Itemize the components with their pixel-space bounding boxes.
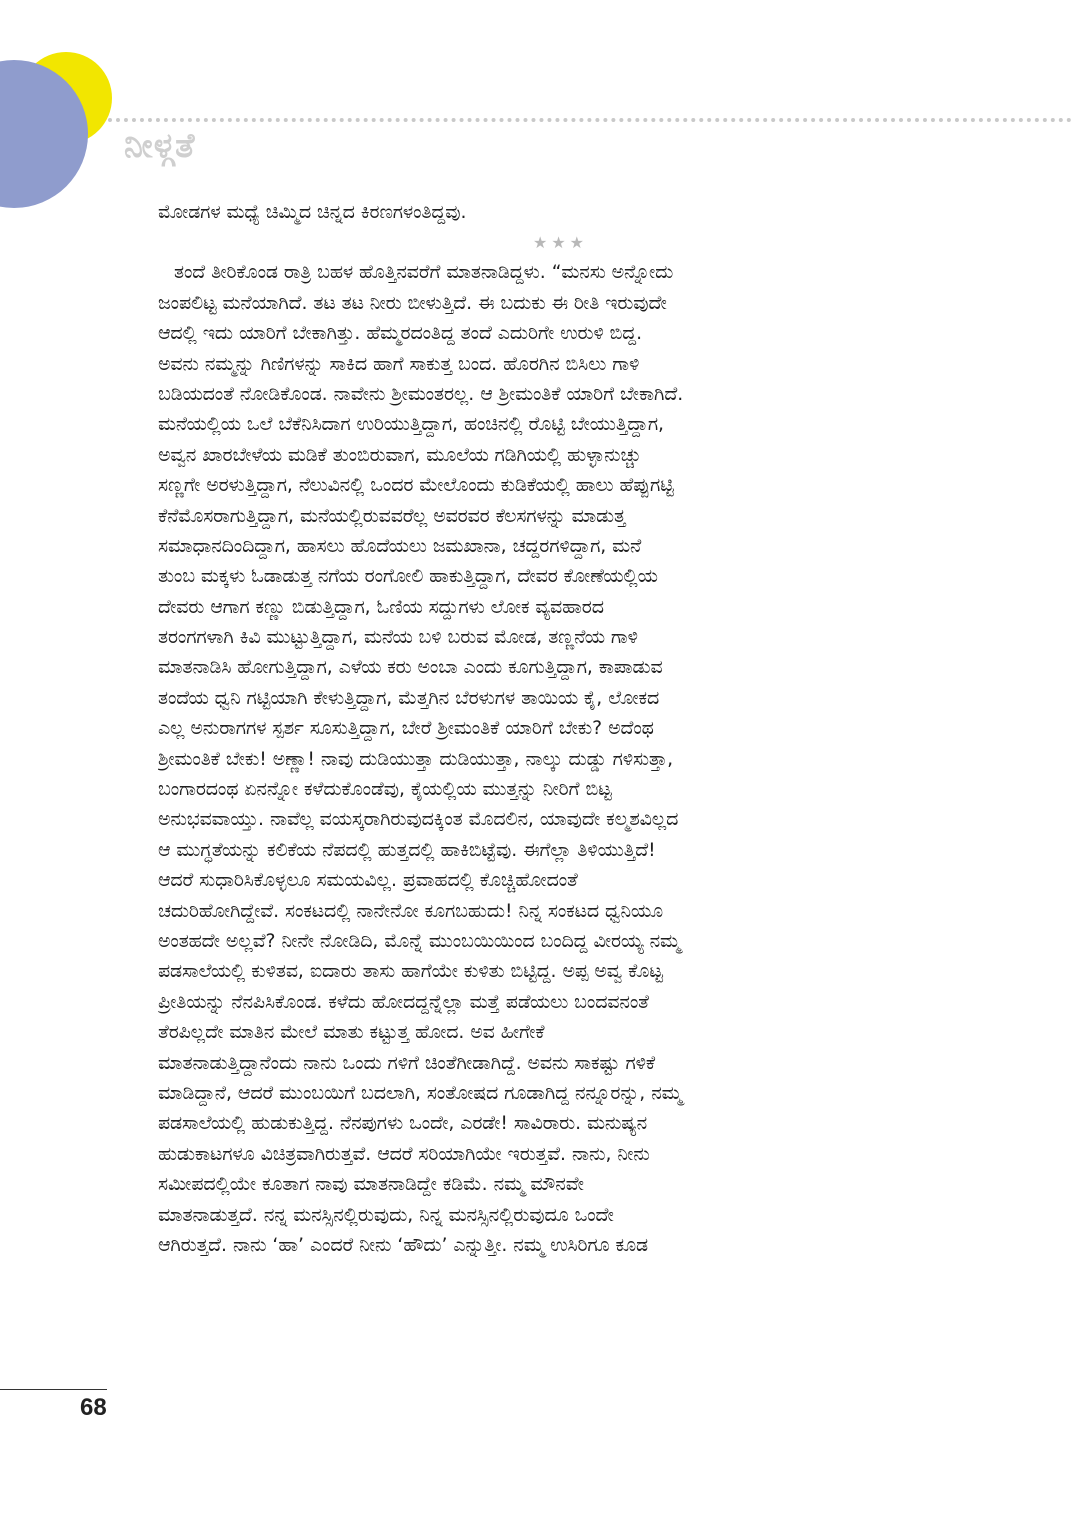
paragraph-line: ಮಾತನಾಡುತ್ತಿದ್ದಾನೆಂದು ನಾನು ಒಂದು ಗಳಿಗೆ ಚಿಂತೆಗೀಡಾಗಿದ್ದೆ. ಅವನು ಸಾಕಷ್ಟು ಗಳಿಕೆ xyxy=(158,1052,656,1074)
opening-line: ಮೋಡಗಳ ಮಧ್ಯೆ ಚಿಮ್ಮಿದ ಚಿನ್ನದ ಕಿರಣಗಳಂತಿದ್ದವು. xyxy=(158,202,467,223)
paragraph-line: ತಂದೆಯ ಧ್ವನಿ ಗಟ್ಟಿಯಾಗಿ ಕೇಳುತ್ತಿದ್ದಾಗ, ಮೆತ್ತಗಿನ ಬೆರಳುಗಳ ತಾಯಿಯ ಕೈ, ಲೋಕದ xyxy=(158,687,660,709)
paragraph-line: ಚದುರಿಹೋಗಿದ್ದೇವೆ. ಸಂಕಟದಲ್ಲಿ ನಾನೇನೋ ಕೂಗಬಹುದು! ನಿನ್ನ ಸಂಕಟದ ಧ್ವನಿಯೂ xyxy=(158,900,664,922)
paragraph-line: ಪಡಸಾಲೆಯಲ್ಲಿ ಕುಳಿತವ, ಐದಾರು ತಾಸು ಹಾಗೆಯೇ ಕುಳಿತು ಬಿಟ್ಟಿದ್ದ. ಅಪ್ಪ ಅವ್ವ ಕೊಟ್ಟ xyxy=(158,961,663,983)
paragraph-line: ಮಾಡಿದ್ದಾನೆ, ಆದರೆ ಮುಂಬಯಿಗೆ ಬದಲಾಗಿ, ಸಂತೋಷದ ಗೂಡಾಗಿದ್ದ ನನ್ನೂರನ್ನು, ನಮ್ಮ xyxy=(158,1082,683,1104)
paragraph-line: ಪ್ರೀತಿಯನ್ನು ನೆನಪಿಸಿಕೊಂಡ. ಕಳೆದು ಹೋದದ್ದನ್ನೆಲ್ಲಾ ಮತ್ತೆ ಪಡೆಯಲು ಬಂದವನಂತೆ xyxy=(158,991,649,1013)
paragraph-line: ಪಡಸಾಲೆಯಲ್ಲಿ ಹುಡುಕುತ್ತಿದ್ದ. ನೆನಪುಗಳು ಒಂದೇ, ಎರಡೇ! ಸಾವಿರಾರು. ಮನುಷ್ಯನ xyxy=(158,1113,648,1135)
paragraph-line: ಎಲ್ಲ ಅನುರಾಗಗಳ ಸ್ಪರ್ಶ ಸೂಸುತ್ತಿದ್ದಾಗ, ಬೇರೆ ಶ್ರೀಮಂತಿಕೆ ಯಾರಿಗೆ ಬೇಕು? ಅದೆಂಥ xyxy=(158,718,654,740)
dotted-header-rule xyxy=(108,118,1072,122)
paragraph-line: ತುಂಬ ಮಕ್ಕಳು ಓಡಾಡುತ್ತ ನಗೆಯ ರಂಗೋಲಿ ಹಾಕುತ್ತಿದ್ದಾಗ, ದೇವರ ಕೋಣೆಯಲ್ಲಿಯ xyxy=(158,566,658,588)
paragraph-line: ಅವ್ವನ ಖಾರಬೇಳೆಯ ಮಡಿಕೆ ತುಂಬಿರುವಾಗ, ಮೂಲೆಯ ಗಡಿಗಿಯಲ್ಲಿ ಹುಳ್ಳಾನುಚ್ಚು xyxy=(158,444,642,466)
paragraph-line: ಬಡಿಯದಂತೆ ನೋಡಿಕೊಂಡ. ನಾವೇನು ಶ್ರೀಮಂತರಲ್ಲ. ಆ ಶ್ರೀಮಂತಿಕೆ ಯಾರಿಗೆ ಬೇಕಾಗಿದೆ. xyxy=(158,383,684,405)
paragraph-line: ಸಮೀಪದಲ್ಲಿಯೇ ಕೂತಾಗ ನಾವು ಮಾತನಾಡಿದ್ದೇ ಕಡಿಮೆ. ನಮ್ಮ ಮೌನವೇ xyxy=(158,1174,584,1196)
paragraph-line: ಸಮಾಧಾನದಿಂದಿದ್ದಾಗ, ಹಾಸಲು ಹೊದೆಯಲು ಜಮಖಾನಾ, ಚದ್ದರಗಳಿದ್ದಾಗ, ಮನೆ xyxy=(158,535,642,557)
paragraph-line: ಕೆನೆಮೊಸರಾಗುತ್ತಿದ್ದಾಗ, ಮನೆಯಲ್ಲಿರುವವರೆಲ್ಲ ಅವರವರ ಕೆಲಸಗಳನ್ನು ಮಾಡುತ್ತ xyxy=(158,505,626,527)
paragraph-line: ಆದರೆ ಸುಧಾರಿಸಿಕೊಳ್ಳಲೂ ಸಮಯವಿಲ್ಲ. ಪ್ರವಾಹದಲ್ಲಿ ಕೊಚ್ಚಿಹೋದಂತೆ xyxy=(158,870,578,892)
paragraph-line: ಶ್ರೀಮಂತಿಕೆ ಬೇಕು! ಅಣ್ಣಾ! ನಾವು ದುಡಿಯುತ್ತಾ ದುಡಿಯುತ್ತಾ, ನಾಲ್ಕು ದುಡ್ಡು ಗಳಿಸುತ್ತಾ, xyxy=(158,748,674,770)
paragraph-line: ತೆರಪಿಲ್ಲದೇ ಮಾತಿನ ಮೇಲೆ ಮಾತು ಕಟ್ಟುತ್ತ ಹೋದ. ಅವ ಹೀಗೇಕೆ xyxy=(158,1022,545,1044)
paragraph-line: ಅವನು ನಮ್ಮನ್ನು ಗಿಣಿಗಳನ್ನು ಸಾಕಿದ ಹಾಗೆ ಸಾಕುತ್ತ ಬಂದ. ಹೊರಗಿನ ಬಿಸಿಲು ಗಾಳಿ xyxy=(158,353,640,375)
paragraph-line: ಅಂತಹದೇ ಅಲ್ಲವೆ? ನೀನೇ ನೋಡಿದಿ, ಮೊನ್ನೆ ಮುಂಬಯಿಯಿಂದ ಬಂದಿದ್ದ ವೀರಯ್ಯ ನಮ್ಮ xyxy=(158,930,681,952)
paragraph-line: ತರಂಗಗಳಾಗಿ ಕಿವಿ ಮುಟ್ಟುತ್ತಿದ್ದಾಗ, ಮನೆಯ ಬಳಿ ಬರುವ ಮೋಡ, ತಣ್ಣನೆಯ ಗಾಳಿ xyxy=(158,627,638,649)
paragraph-line: ದೇವರು ಆಗಾಗ ಕಣ್ಣು ಬಿಡುತ್ತಿದ್ದಾಗ, ಓಣಿಯ ಸದ್ದುಗಳು ಲೋಕ ವ್ಯವಹಾರದ xyxy=(158,596,604,618)
paragraph-line: ಮನೆಯಲ್ಲಿಯ ಒಲೆ ಬೆಕೆನಿಸಿದಾಗ ಉರಿಯುತ್ತಿದ್ದಾಗ, ಹಂಚಿನಲ್ಲಿ ರೊಟ್ಟಿ ಬೇಯುತ್ತಿದ್ದಾಗ, xyxy=(158,414,665,436)
page-number-rule xyxy=(0,1389,107,1390)
paragraph-line: ಅನುಭವವಾಯ್ತು. ನಾವೆಲ್ಲ ವಯಸ್ಕರಾಗಿರುವುದಕ್ಕಿಂತ ಮೊದಲಿನ, ಯಾವುದೇ ಕಲ್ಮಶವಿಲ್ಲದ xyxy=(158,809,679,831)
paragraph-line: ಮಾತನಾಡಿಸಿ ಹೋಗುತ್ತಿದ್ದಾಗ, ಎಳೆಯ ಕರು ಅಂಬಾ ಎಂದು ಕೂಗುತ್ತಿದ್ದಾಗ, ಕಾಪಾಡುವ xyxy=(158,657,663,679)
paragraph-line: ಸಣ್ಣಗೇ ಅರಳುತ್ತಿದ್ದಾಗ, ನೆಲುವಿನಲ್ಲಿ ಒಂದರ ಮೇಲೊಂದು ಕುಡಿಕೆಯಲ್ಲಿ ಹಾಲು ಹೆಪ್ಪುಗಟ್ಟಿ xyxy=(158,475,674,497)
paragraph-line: ಆದಲ್ಲಿ ಇದು ಯಾರಿಗೆ ಬೇಕಾಗಿತ್ತು. ಹೆಮ್ಮರದಂತಿದ್ದ ತಂದೆ ಎದುರಿಗೇ ಉರುಳಿ ಬಿದ್ದ. xyxy=(158,323,643,345)
paragraph-line: ತಂದೆ ತೀರಿಕೊಂಡ ರಾತ್ರಿ ಬಹಳ ಹೊತ್ತಿನವರೆಗೆ ಮಾತನಾಡಿದ್ದಳು. “ಮನಸು ಅನ್ನೋದು xyxy=(174,262,674,284)
paragraph-line: ಜಂಪಲಿಟ್ಟ ಮನೆಯಾಗಿದೆ. ತಟ ತಟ ನೀರು ಬೀಳುತ್ತಿದೆ. ಈ ಬದುಕು ಈ ರೀತಿ ಇರುವುದೇ xyxy=(158,292,667,314)
story-text xyxy=(158,198,923,1261)
paragraph-line: ಹುಡುಕಾಟಗಳೂ ವಿಚಿತ್ರವಾಗಿರುತ್ತವೆ. ಆದರೆ ಸರಿಯಾಗಿಯೇ ಇರುತ್ತವೆ. ನಾನು, ನೀನು xyxy=(158,1143,650,1165)
paragraph-line: ಮಾತನಾಡುತ್ತದೆ. ನನ್ನ ಮನಸ್ಸಿನಲ್ಲಿರುವುದು, ನಿನ್ನ ಮನಸ್ಸಿನಲ್ಲಿರುವುದೂ ಒಂದೇ xyxy=(158,1204,614,1226)
paragraph-line: ಆಗಿರುತ್ತದೆ. ನಾನು ‘ಹಾ’ ಎಂದರೆ ನೀನು ‘ಹೌದು’ ಎನ್ನುತ್ತೀ. ನಮ್ಮ ಉಸಿರಿಗೂ ಕೂಡ xyxy=(158,1234,648,1256)
section-separator: ★★★ xyxy=(532,233,589,253)
section-title: ನೀಳ್ಗತೆ xyxy=(124,126,196,166)
page-number: 68 xyxy=(80,1394,107,1421)
paragraph-line: ಆ ಮುಗ್ಧತೆಯನ್ನು ಕಲಿಕೆಯ ನೆಪದಲ್ಲಿ ಹುತ್ತದಲ್ಲಿ ಹಾಕಿಬಿಟ್ಟೆವು. ಈಗೆಲ್ಲಾ ತಿಳಿಯುತ್ತಿದೆ! xyxy=(158,839,656,861)
paragraph-line: ಬಂಗಾರದಂಥ ಏನನ್ನೋ ಕಳೆದುಕೊಂಡೆವು, ಕೈಯಲ್ಲಿಯ ಮುತ್ತನ್ನು ನೀರಿಗೆ ಬಿಟ್ಟ xyxy=(158,779,612,801)
